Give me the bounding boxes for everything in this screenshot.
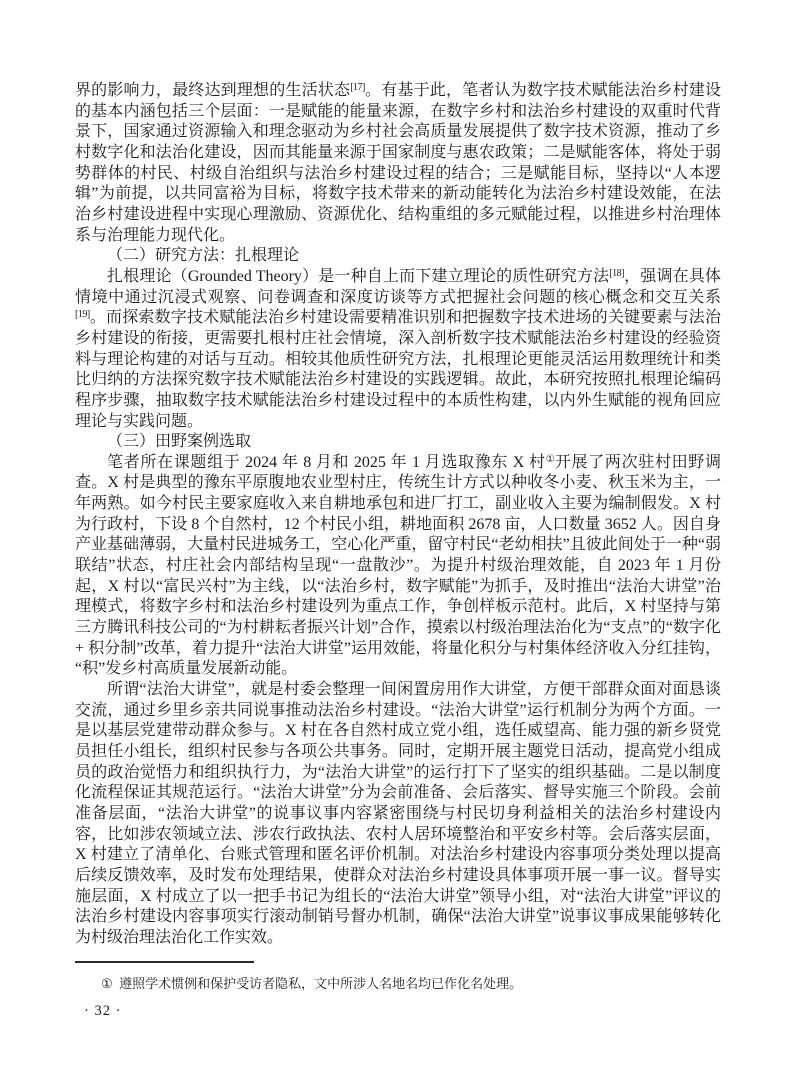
superscript-ref: [19] (75, 309, 90, 321)
article-body (75, 81, 721, 949)
paragraph: 笔者所在课题组于 2024 年 8 月和 2025 年 1 月选取豫东 X 村①开展了两次驻村田野调查。X 村是典型的豫东平原腹地农业型村庄，传统生计方式以种收冬小麦、秋玉米为主，一年两熟。如今村民主要家庭收入来自耕地承包和进厂打工，副业收入主要为编制假发。X 村为行政村，下设 8 个自然村，12 个村民小组，耕地面积 2678 亩，人口数量 3652 人。因自身产业基础薄弱，大量村民进城务工，空心化严重，留守村民“老幼相扶”且彼此间处于一种“弱联结”状态，村庄社会内部结构呈现“一盘散沙”。为提升村级治理效能，自 2023 年 1 月份起，X 村以“富民兴村”为主线，以“法治乡村，数字赋能”为抓手，及时推出“法治大讲堂”治理模式，将数字乡村和法治乡村建设列为重点工作，争创样板示范村。此后，X 村坚持与第三方腾讯科技公司的“为村耕耘者振兴计划”合作，摸索以村级治理法治化为“支点”的“数字化 + 积分制”改革，着力提升“法治大讲堂”运用效能，将量化积分与村集体经济收入分红挂钩，“积”发乡村高质量发展新动能。 (75, 453, 721, 678)
paragraph: 扎根理论（Grounded Theory）是一种自上而下建立理论的质性研究方法[18]，强调在具体情境中通过沉浸式观察、问卷调查和深度访谈等方式把握社会问题的核心概念和交互关系[19]。而探索数字技术赋能法治乡村建设需要精准识别和把握数字技术进场的关键要素与法治乡村建设的衔接，更需要扎根村庄社会情境，深入剖析数字技术赋能法治乡村建设的经验资料与理论构建的对话与互动。相较其他质性研究方法，扎根理论更能灵活运用数理统计和类比归纳的方法探究数字技术赋能法治乡村建设的实践逻辑。故此，本研究按照扎根理论编码程序步骤，抽取数字技术赋能法治乡村建设过程中的本质性构建，以内外生赋能的视角回应理论与实践问题。 (75, 267, 721, 430)
page-number: · 32 · (84, 1003, 122, 1019)
paragraph: 界的影响力，最终达到理想的生活状态[17]。有基于此，笔者认为数字技术赋能法治乡村建设的基本内涵包括三个层面：一是赋能的能量来源，在数字乡村和法治乡村建设的双重时代背景下，国家通过资源输入和理念驱动为乡村社会高质量发展提供了数字技术资源，推动了乡村数字化和法治化建设，因而其能量来源于国家制度与惠农政策；二是赋能客体，将处于弱势群体的村民、村级自治组织与法治乡村建设过程的结合；三是赋能目标，坚持以“人本逻辑”为前提，以共同富裕为目标，将数字技术带来的新动能转化为法治乡村建设效能，在法治乡村建设进程中实现心理激励、资源优化、结构重组的多元赋能过程，以推进乡村治理体系与治理能力现代化。 (75, 82, 721, 244)
paragraph: 所谓“法治大讲堂”，就是村委会整理一间闲置房用作大讲堂，方便干部群众面对面恳谈交流，通过乡里乡亲共同说事推动法治乡村建设。“法治大讲堂”运行机制分为两个方面。一是以基层党建带动群众参与。X 村在各自然村成立党小组，选任威望高、能力强的新乡贤党员担任小组长，组织村民参与各项公共事务。同时，定期开展主题党日活动，提高党小组成员的政治觉悟力和组织执行力，为“法治大讲堂”的运行打下了坚实的组织基础。二是以制度化流程保证其规范运行。“法治大讲堂”分为会前准备、会后落实、督导实施三个阶段。会前准备层面，“法治大讲堂”的说事议事内容紧密围绕与村民切身利益相关的法治乡村建设内容，比如涉农领域立法、涉农行政执法、农村人居环境整治和平安乡村等。会后落实层面，X 村建立了清单化、台账式管理和匿名评价机制。对法治乡村建设内容事项分类处理以提高后续反馈效率，及时发布处理结果，使群众对法治乡村建设具体事项开展一事一议。督导实施层面，X 村成立了以一把手书记为组长的“法治大讲堂”领导小组，对“法治大讲堂”评议的法治乡村建设内容事项实行滚动制销号督办机制，确保“法治大讲堂”说事议事成果能够转化为村级治理法治化工作实效。 (75, 681, 721, 946)
superscript-ref: ① (545, 453, 555, 465)
footnote (75, 975, 721, 993)
section-heading: （三）田野案例选取 (107, 433, 252, 451)
section-heading: （二）研究方法：扎根理论 (107, 247, 300, 265)
superscript-ref: [18] (609, 267, 624, 279)
footnote-separator (75, 961, 254, 963)
footnote-marker: ① (101, 976, 113, 991)
superscript-ref: [17] (350, 82, 365, 93)
footnote-text: 遵照学术惯例和保护受访者隐私，文中所涉人名地名均已作化名处理。 (119, 976, 523, 991)
